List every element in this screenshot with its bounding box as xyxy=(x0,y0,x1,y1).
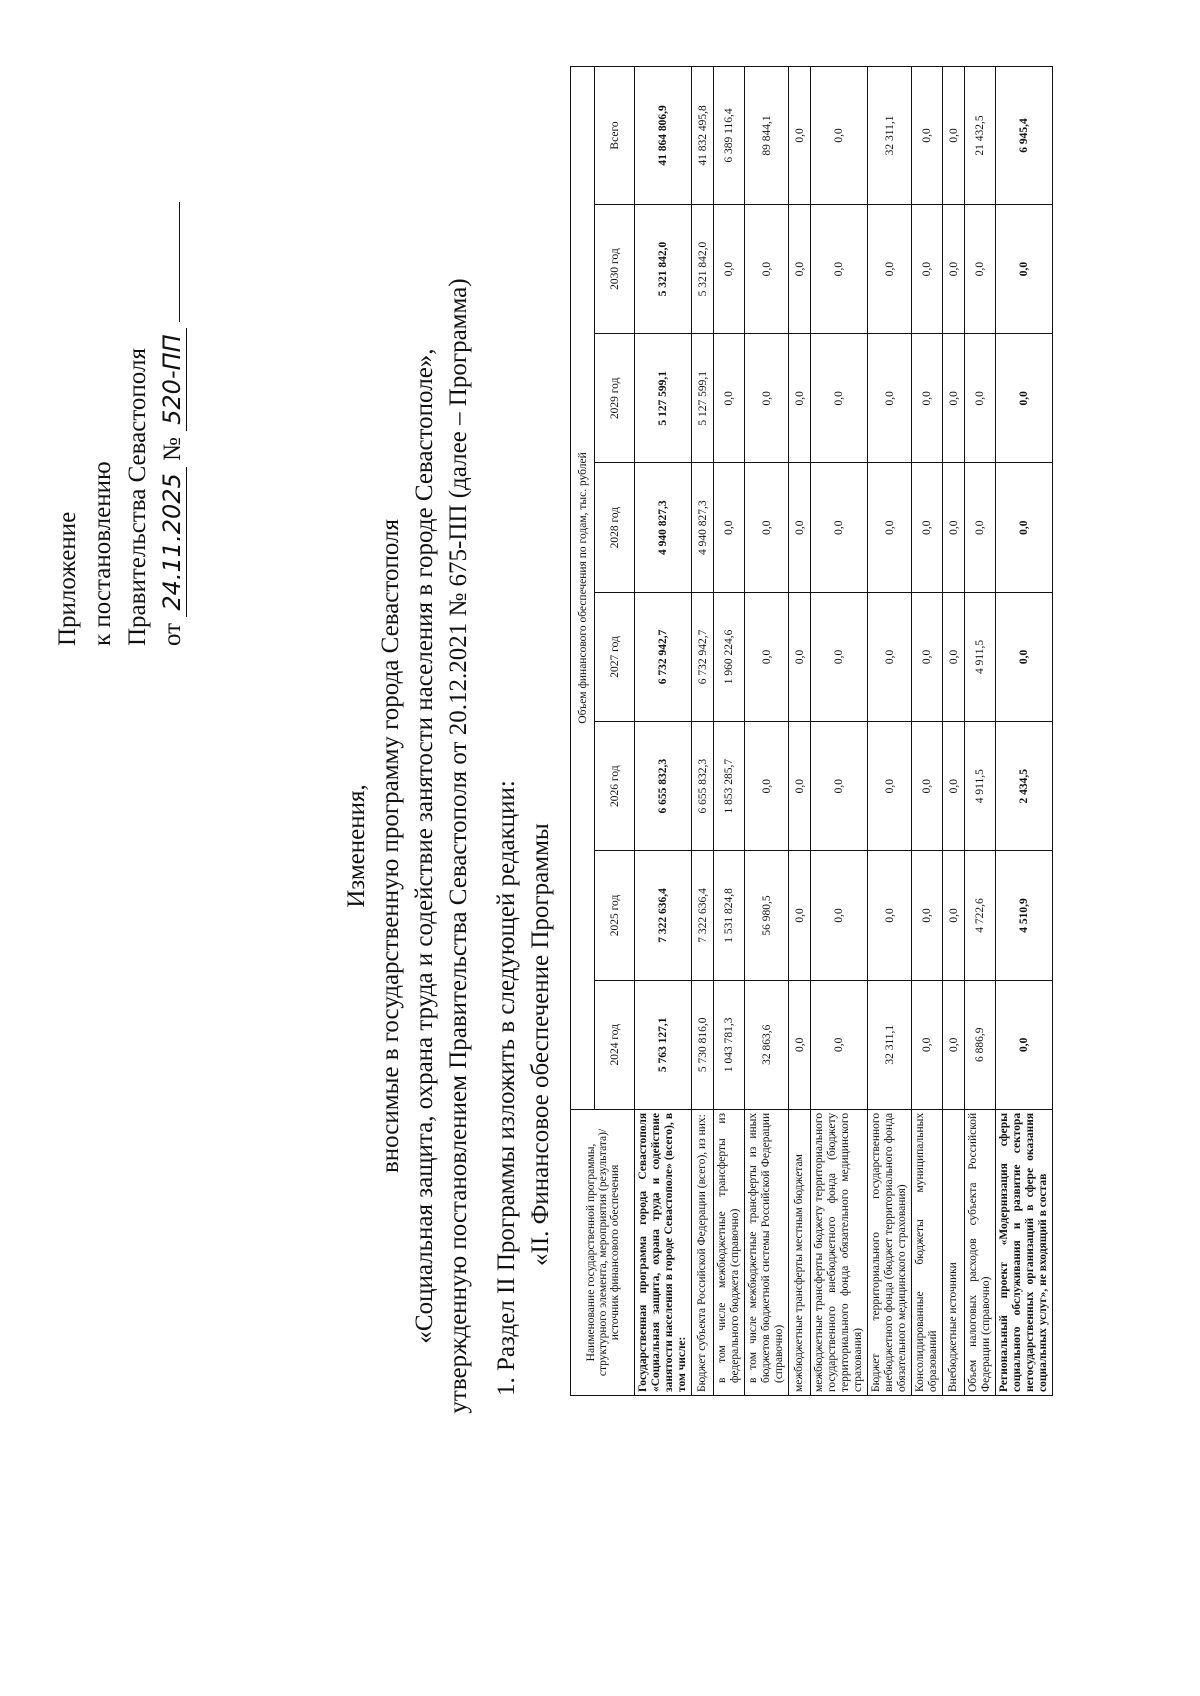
row-value: 1 960 224,6 xyxy=(714,592,745,721)
from-label: от xyxy=(159,622,186,646)
section-instruction: 1. Раздел II Программы изложить в следующей редакции: xyxy=(493,780,520,1396)
row-value: 6 886,9 xyxy=(965,980,996,1109)
row-value: 0,0 xyxy=(943,722,965,851)
row-value: 0,0 xyxy=(912,463,943,592)
table-row xyxy=(912,67,943,1396)
row-value: 6 945,4 xyxy=(996,67,1053,205)
row-value: 0,0 xyxy=(943,463,965,592)
table-row xyxy=(943,67,965,1396)
row-value: 0,0 xyxy=(996,980,1053,1109)
row-value: 0,0 xyxy=(745,722,789,851)
row-value: 0,0 xyxy=(965,463,996,592)
row-value: 89 844,1 xyxy=(745,67,789,205)
row-name: межбюджетные трансферты бюджету территориального государственного внебюджетного фонда (бюджету территориального фонда обязательного медицинского страхования) xyxy=(811,1109,868,1395)
row-value: 5 321 842,0 xyxy=(635,204,692,333)
row-value: 5 127 599,1 xyxy=(692,334,714,463)
table-row xyxy=(868,67,912,1396)
heading-line-4: утвержденную постановлением Правительства Севастополя от 20.12.2021 № 675-ПП (далее – Программа) xyxy=(445,278,472,1414)
heading-line-2: вносимые в государственную программу города Севастополя xyxy=(377,519,404,1173)
row-value: 0,0 xyxy=(965,334,996,463)
row-name: Консолидированные бюджеты муниципальных образований xyxy=(912,1109,943,1395)
table-row xyxy=(996,67,1053,1396)
table-row xyxy=(692,67,714,1396)
row-value: 0,0 xyxy=(943,592,965,721)
appendix-line-3: Правительства Севастополя xyxy=(124,348,151,646)
table-row xyxy=(811,67,868,1396)
row-value: 5 127 599,1 xyxy=(635,334,692,463)
row-value: 0,0 xyxy=(811,463,868,592)
row-value: 0,0 xyxy=(912,204,943,333)
heading-line-3: «Социальная защита, охрана труда и содействие занятости населения в городе Севастополе», xyxy=(411,348,438,1344)
table-row xyxy=(745,67,789,1396)
row-name: Государственная программа города Севастополя «Социальная защита, охрана труда и содействие занятости населения в городе Севастополе» (всего), в том числе: xyxy=(635,1109,692,1395)
row-value: 5 321 842,0 xyxy=(692,204,714,333)
row-value: 0,0 xyxy=(811,592,868,721)
row-value: 4 722,6 xyxy=(965,851,996,980)
year-header: 2029 год xyxy=(595,334,635,463)
table-row xyxy=(965,67,996,1396)
row-value: 2 434,5 xyxy=(996,722,1053,851)
row-value: 0,0 xyxy=(789,204,811,333)
row-value: 5 763 127,1 xyxy=(635,980,692,1109)
row-value: 0,0 xyxy=(868,463,912,592)
row-value: 41 864 806,9 xyxy=(635,67,692,205)
row-name: Бюджет территориального государственного внебюджетного фонда (бюджет территориального фонда обязательного медицинского страхования) xyxy=(868,1109,912,1395)
row-value: 6 655 832,3 xyxy=(692,722,714,851)
row-value: 0,0 xyxy=(811,980,868,1109)
row-value: 41 832 495,8 xyxy=(692,67,714,205)
number-sign: № xyxy=(159,437,186,461)
handwritten-date: 24.11.2025 xyxy=(158,467,187,616)
row-value: 0,0 xyxy=(996,204,1053,333)
row-value: 0,0 xyxy=(912,67,943,205)
row-value: 0,0 xyxy=(868,204,912,333)
row-name: Объем налоговых расходов субъекта Российской Федерации (справочно) xyxy=(965,1109,996,1395)
row-value: 6 389 116,4 xyxy=(714,67,745,205)
row-value: 1 531 824,8 xyxy=(714,851,745,980)
row-name: в том числе межбюджетные трансферты из федерального бюджета (справочно) xyxy=(714,1109,745,1395)
total-header: Всего xyxy=(595,67,635,205)
row-value: 0,0 xyxy=(965,204,996,333)
row-value: 0,0 xyxy=(868,722,912,851)
row-value: 0,0 xyxy=(868,851,912,980)
row-value: 0,0 xyxy=(811,67,868,205)
row-value: 0,0 xyxy=(996,334,1053,463)
row-value: 21 432,5 xyxy=(965,67,996,205)
row-value: 4 911,5 xyxy=(965,592,996,721)
row-value: 4 940 827,3 xyxy=(692,463,714,592)
row-value: 32 311,1 xyxy=(868,980,912,1109)
row-value: 0,0 xyxy=(912,980,943,1109)
row-value: 5 730 816,0 xyxy=(692,980,714,1109)
row-value: 0,0 xyxy=(943,67,965,205)
row-value: 0,0 xyxy=(789,980,811,1109)
row-value: 0,0 xyxy=(912,722,943,851)
row-value: 0,0 xyxy=(868,334,912,463)
year-header: 2027 год xyxy=(595,592,635,721)
row-value: 32 863,6 xyxy=(745,980,789,1109)
row-value: 0,0 xyxy=(745,334,789,463)
row-value: 0,0 xyxy=(789,334,811,463)
row-value: 4 940 827,3 xyxy=(635,463,692,592)
row-value: 0,0 xyxy=(943,851,965,980)
row-name: в том числе межбюджетные трансферты из иных бюджетов бюджетной системы Российской Федерации (справочно) xyxy=(745,1109,789,1395)
appendix-block xyxy=(50,126,190,646)
name-header: Наименование государственной программы, структурного элемента, мероприятия (результата)/источник финансового обеспечения xyxy=(571,1109,635,1395)
row-value: 0,0 xyxy=(996,463,1053,592)
row-value: 7 322 636,4 xyxy=(692,851,714,980)
row-value: 1 853 285,7 xyxy=(714,722,745,851)
row-name: межбюджетные трансферты местным бюджетам xyxy=(789,1109,811,1395)
row-value: 0,0 xyxy=(745,204,789,333)
year-header: 2030 год xyxy=(595,204,635,333)
row-value: 0,0 xyxy=(943,204,965,333)
row-value: 6 732 942,7 xyxy=(635,592,692,721)
row-value: 0,0 xyxy=(943,980,965,1109)
table-row xyxy=(789,67,811,1396)
year-header: 2028 год xyxy=(595,463,635,592)
row-value: 0,0 xyxy=(811,334,868,463)
row-value: 0,0 xyxy=(789,722,811,851)
row-value: 56 980,5 xyxy=(745,851,789,980)
row-value: 0,0 xyxy=(789,851,811,980)
volume-header: Объем финансового обеспечения по годам, тыс. рублей xyxy=(571,67,595,1110)
section-subtitle: «II. Финансовое обеспечение Программы xyxy=(527,823,554,1266)
row-value: 6 655 832,3 xyxy=(635,722,692,851)
row-value: 0,0 xyxy=(714,204,745,333)
year-header: 2025 год xyxy=(595,851,635,980)
row-value: 6 732 942,7 xyxy=(692,592,714,721)
underline xyxy=(159,202,180,322)
row-value: 0,0 xyxy=(912,334,943,463)
row-value: 1 043 781,3 xyxy=(714,980,745,1109)
row-value: 0,0 xyxy=(996,592,1053,721)
row-value: 0,0 xyxy=(714,334,745,463)
row-value: 0,0 xyxy=(912,851,943,980)
row-value: 0,0 xyxy=(868,592,912,721)
table-row xyxy=(635,67,692,1396)
row-value: 0,0 xyxy=(811,851,868,980)
row-value: 7 322 636,4 xyxy=(635,851,692,980)
year-header: 2026 год xyxy=(595,722,635,851)
document-heading xyxy=(340,276,476,1416)
appendix-line-2: к постановлению xyxy=(89,461,116,646)
row-value: 32 311,1 xyxy=(868,67,912,205)
row-name: Внебюджетные источники xyxy=(943,1109,965,1395)
row-value: 4 911,5 xyxy=(965,722,996,851)
row-value: 0,0 xyxy=(745,592,789,721)
financing-table xyxy=(570,66,1053,1396)
row-value: 4 510,9 xyxy=(996,851,1053,980)
row-value: 0,0 xyxy=(912,592,943,721)
appendix-line-1: Приложение xyxy=(54,511,81,646)
row-name: Бюджет субъекта Российской Федерации (всего), из них: xyxy=(692,1109,714,1395)
row-value: 0,0 xyxy=(714,463,745,592)
appendix-date-line xyxy=(155,126,190,646)
row-value: 0,0 xyxy=(943,334,965,463)
row-value: 0,0 xyxy=(811,722,868,851)
table-row xyxy=(714,67,745,1396)
row-value: 0,0 xyxy=(789,592,811,721)
row-name: Региональный проект «Модернизация сферы социального обслуживания и развитие сектора негосударственных организаций в сфере оказания социальных услуг», не входящий в состав xyxy=(996,1109,1053,1395)
row-value: 0,0 xyxy=(811,204,868,333)
year-header: 2024 год xyxy=(595,980,635,1109)
row-value: 0,0 xyxy=(745,463,789,592)
row-value: 0,0 xyxy=(789,67,811,205)
handwritten-number: 520-ПП xyxy=(158,328,187,431)
heading-line-1: Изменения, xyxy=(343,784,370,908)
row-value: 0,0 xyxy=(789,463,811,592)
